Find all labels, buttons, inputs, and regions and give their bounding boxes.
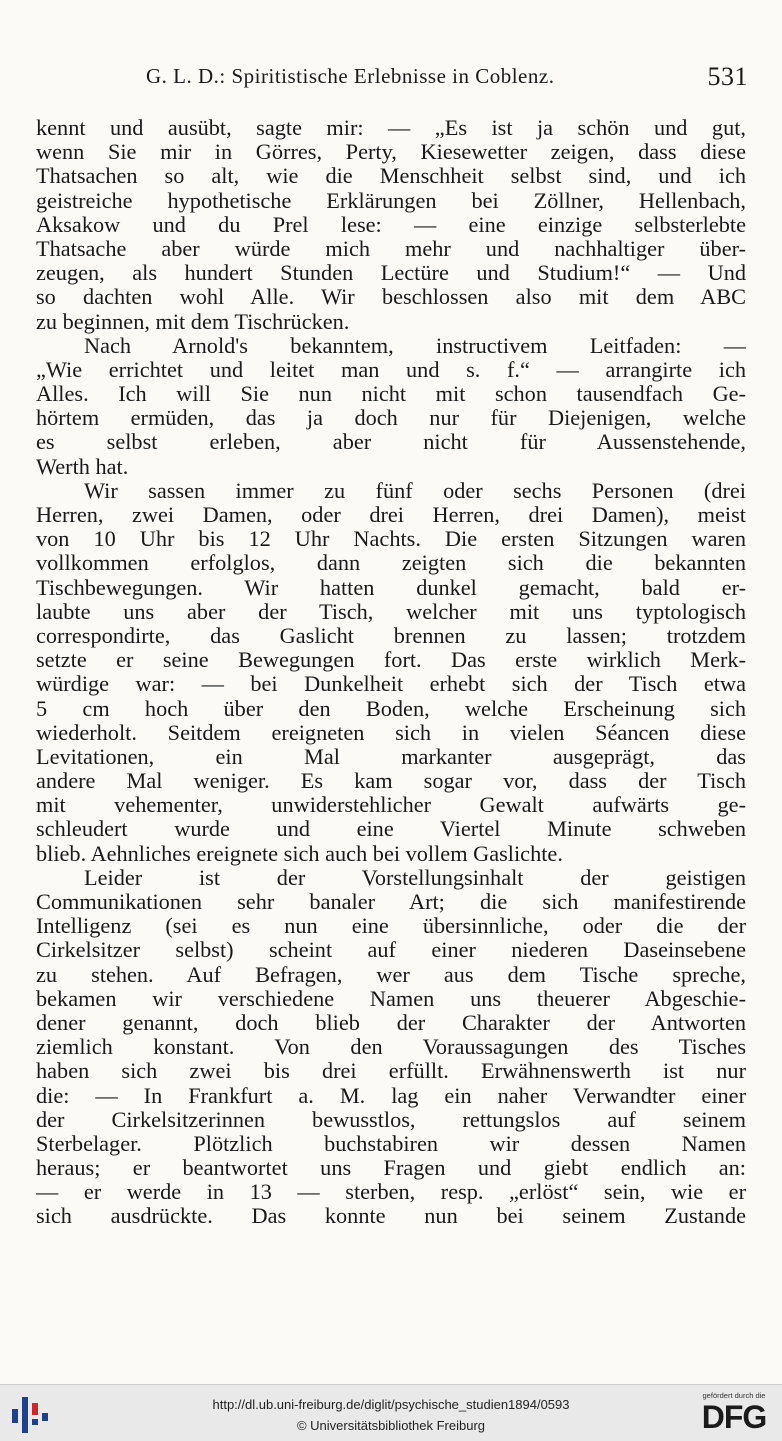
text-line: Aksakow und du Prel lese: — eine einzige selbsterlebte [36, 212, 746, 237]
viewer-footer [0, 1384, 782, 1441]
page-number: 531 [707, 62, 748, 91]
text-line: die: — In Frankfurt a. M. lag ein naher Verwandter einer [36, 1083, 746, 1108]
text-line: kennt und ausübt, sagte mir: — „Es ist ja schön und gut, [36, 116, 746, 140]
text-line: würdige war: — bei Dunkelheit erhebt sich der Tisch etwa [36, 672, 746, 697]
dfg-logo[interactable] [696, 1391, 772, 1437]
text-line: correspondirte, das Gaslicht brennen zu lassen; trotzdem [36, 623, 746, 648]
text-line: mit vehementer, unwiderstehlicher Gewalt aufwärts ge- [36, 793, 746, 818]
text-line: wenn Sie mir in Görres, Perty, Kiesewetter zeigen, dass diese [36, 140, 746, 165]
text-line: Herren, zwei Damen, oder drei Herren, drei Damen), meist [36, 503, 746, 527]
text-line: Nach Arnold's bekanntem, instructivem Leitfaden: — [84, 333, 746, 358]
text-line: so dachten wohl Alle. Wir beschlossen also mit dem ABC [36, 285, 746, 310]
text-line: bekamen wir verschiedene Namen uns theuerer Abgeschie- [36, 986, 746, 1011]
text-line: Wir sassen immer zu fünf oder sechs Personen (drei [84, 478, 746, 503]
text-line: Sterbelager. Plötzlich buchstabiren wir dessen Namen [36, 1131, 746, 1156]
text-line: wiederholt. Seitdem ereigneten sich in vielen Séancen diese [36, 720, 746, 745]
text-line: vollkommen erfolglos, dann zeigten sich die bekannten [36, 551, 746, 576]
text-line: Levitationen, ein Mal markanter ausgeprägt, das [36, 744, 746, 769]
text-line: Alles. Ich will Sie nun nicht mit schon tausendfach Ge- [36, 382, 746, 407]
text-line: hörtem ermüden, das ja doch nur für Diejenigen, welche [36, 406, 746, 431]
running-title: G. L. D.: Spiritistische Erlebnisse in Coblenz. [146, 64, 555, 88]
text-line: es selbst erleben, aber nicht für Aussenstehende, [36, 430, 746, 455]
text-line: — er werde in 13 — sterben, resp. „erlöst“ sein, wie er [36, 1180, 746, 1205]
text-line: schleudert wurde und eine Viertel Minute schweben [36, 817, 746, 842]
text-line: Tischbewegungen. Wir hatten dunkel gemacht, bald er- [36, 575, 746, 600]
text-line: zu stehen. Auf Befragen, wer aus dem Tische spreche, [36, 962, 746, 987]
text-line: haben sich zwei bis drei erfüllt. Erwähnenswerth ist nur [36, 1059, 746, 1084]
source-url-link[interactable]: http://dl.ub.uni-freiburg.de/diglit/psychische_studien1894/0593 [212, 1397, 570, 1412]
text-line: Leider ist der Vorstellungsinhalt der geistigen [84, 865, 746, 890]
text-line: der Cirkelsitzerinnen bewusstlos, rettungslos auf seinem [36, 1107, 746, 1132]
text-line: Intelligenz (sei es nun eine übersinnliche, oder die der [36, 914, 746, 939]
body-text [36, 116, 746, 1229]
text-line: 5 cm hoch über den Boden, welche Erscheinung sich [36, 696, 746, 721]
text-line: laubte uns aber der Tisch, welcher mit uns typtologisch [36, 599, 746, 624]
text-line: von 10 Uhr bis 12 Uhr Nachts. Die ersten Sitzungen waren [36, 527, 746, 552]
text-line: dener genannt, doch blieb der Charakter der Antworten [36, 1010, 746, 1035]
text-line: Thatsache aber würde mich mehr und nachhaltiger über- [36, 236, 746, 261]
text-line: ziemlich konstant. Von den Voraussagungen des Tisches [36, 1035, 746, 1060]
text-line: „Wie errichtet und leitet man und s. f.“ — arrangirte ich [36, 357, 746, 382]
text-line: andere Mal weniger. Es kam sogar vor, dass der Tisch [36, 769, 746, 794]
text-line: heraus; er beantwortet uns Fragen und giebt endlich an: [36, 1156, 746, 1181]
text-line: Thatsachen so alt, wie die Menschheit selbst sind, und ich [36, 164, 746, 189]
text-line: Communikationen sehr banaler Art; die sich manifestirende [36, 890, 746, 914]
text-line: sich ausdrückte. Das konnte nun bei seinem Zustande [36, 1204, 746, 1229]
text-line: zeugen, als hundert Stunden Lectüre und Studium!“ — Und [36, 261, 746, 286]
text-line: geistreiche hypothetische Erklärungen bei Zöllner, Hellenbach, [36, 188, 746, 213]
dfg-caption: gefördert durch die [702, 1391, 766, 1400]
copyright-notice: © Universitätsbibliothek Freiburg [296, 1418, 486, 1433]
text-line: Cirkelsitzer selbst) scheint auf einer niederen Daseinsebene [36, 938, 746, 963]
text-line: setzte er seine Bewegungen fort. Das erste wirklich Merk- [36, 648, 746, 673]
text-line: zu beginnen, mit dem Tischrücken. [36, 309, 350, 334]
dfg-logo-text: DFG [701, 1399, 767, 1435]
text-line: blieb. Aehnliches ereignete sich auch bei vollem Gaslichte. [36, 841, 563, 866]
text-line: Werth hat. [36, 454, 129, 479]
running-header [36, 62, 748, 100]
